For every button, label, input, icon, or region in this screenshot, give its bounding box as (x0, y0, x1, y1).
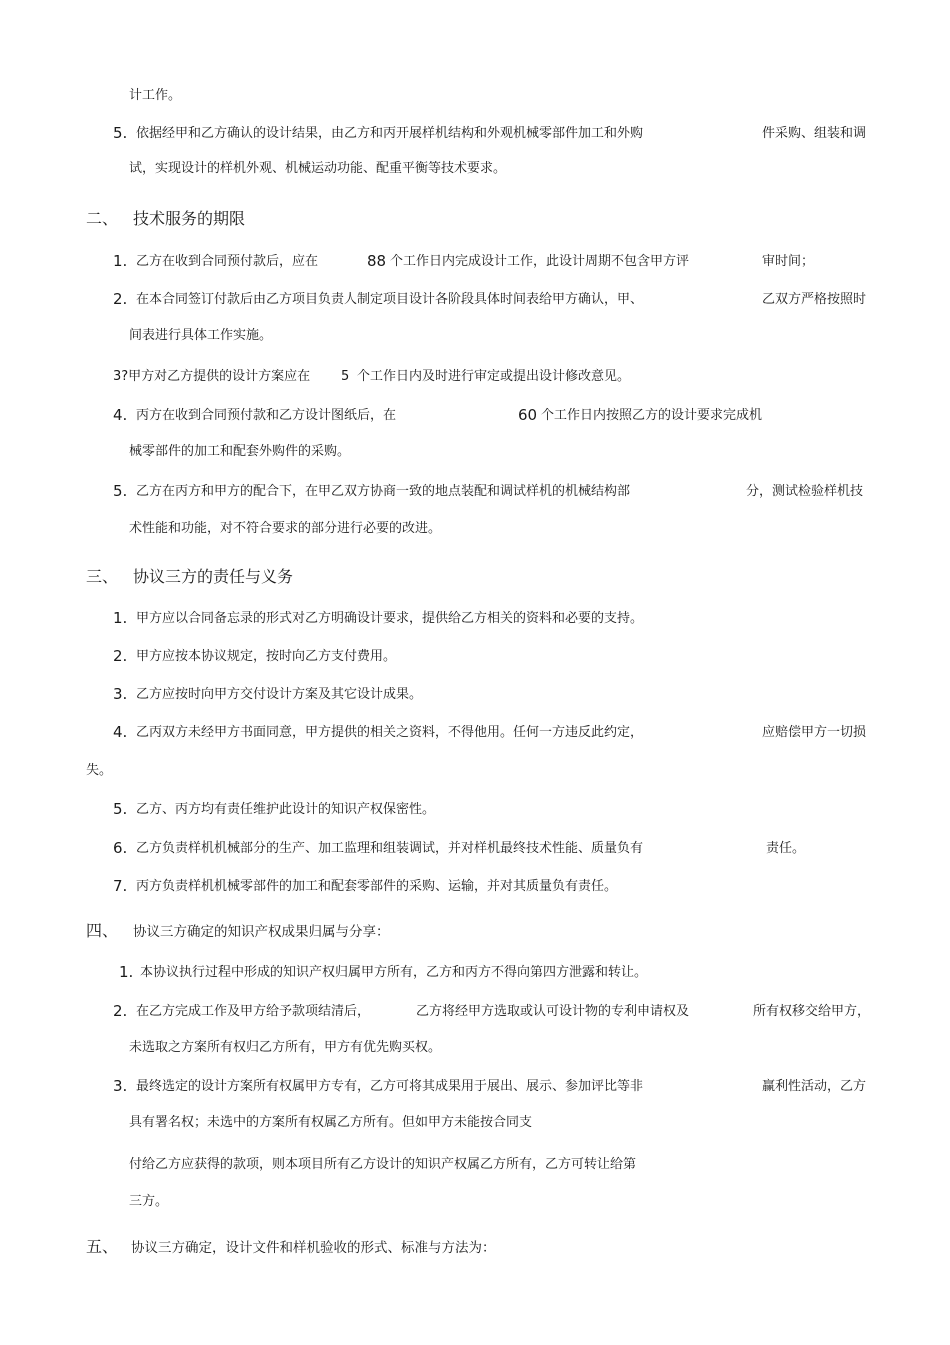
text-line: 失。 (86, 763, 113, 778)
list-number: 5. (113, 124, 128, 142)
list-number: 7. (113, 877, 128, 895)
text-line: 乙方将经甲方选取或认可设计物的专利申请权及 (416, 1004, 690, 1019)
text-line: 3?甲方对乙方提供的设计方案应在 (113, 369, 311, 384)
text-line: 具有署名权；未选中的方案所有权属乙方所有。但如甲方未能按合同支 (129, 1115, 533, 1130)
text-line: 个工作日内完成设计工作，此设计周期不包含甲方评 (390, 254, 690, 269)
text-line: 依据经甲和乙方确认的设计结果，由乙方和丙开展样机结构和外观机械零部件加工和外购 (136, 126, 644, 141)
text-line: 乙方应按时向甲方交付设计方案及其它设计成果。 (136, 687, 423, 702)
text-line: 乙方在丙方和甲方的配合下，在甲乙双方协商一致的地点装配和调试样机的机械结构部 (136, 484, 631, 499)
section-title: 协议三方确定，设计文件和样机验收的形式、标准与方法为： (131, 1240, 496, 1256)
number-value: 5 (341, 369, 350, 384)
text-line: 术性能和功能，对不符合要求的部分进行必要的改进。 (129, 521, 442, 536)
text-line: 本协议执行过程中形成的知识产权归属甲方所有，乙方和丙方不得向第四方泄露和转让。 (140, 965, 648, 980)
text-line: 试，实现设计的样机外观、机械运动功能、配重平衡等技术要求。 (129, 161, 507, 176)
list-number: 2. (113, 647, 128, 665)
text-line: 丙方在收到合同预付款和乙方设计图纸后，在 (136, 408, 397, 423)
list-number: 5. (113, 800, 128, 818)
text-line: 乙方负责样机机械部分的生产、加工监理和组装调试，并对样机最终技术性能、质量负有 (136, 841, 644, 856)
text-line: 乙方在收到合同预付款后，应在 (136, 254, 319, 269)
text-line: 责任。 (766, 841, 806, 856)
text-line: 最终选定的设计方案所有权属甲方专有，乙方可将其成果用于展出、展示、参加评比等非 (136, 1079, 644, 1094)
list-number: 5. (113, 482, 128, 500)
section-number: 四、 (86, 921, 119, 940)
list-number: 1. (113, 252, 128, 270)
section-title: 协议三方的责任与义务 (133, 567, 294, 586)
text-line: 所有权移交给甲方， (753, 1004, 871, 1019)
text-line: 付给乙方应获得的款项，则本项目所有乙方设计的知识产权属乙方所有，乙方可转让给第 (129, 1157, 637, 1172)
text-line: 个工作日内及时进行审定或提出设计修改意见。 (357, 369, 631, 384)
text-line: 乙双方严格按照时 (762, 292, 867, 307)
section-number: 二、 (86, 209, 119, 228)
section-title: 协议三方确定的知识产权成果归属与分享： (133, 924, 390, 940)
text-line: 在乙方完成工作及甲方给予款项结清后， (136, 1004, 371, 1019)
section-number: 三、 (86, 567, 119, 586)
list-number: 1. (113, 609, 128, 627)
number-value: 88 (367, 252, 387, 270)
text-line: 未选取之方案所有权归乙方所有，甲方有优先购买权。 (129, 1040, 442, 1055)
text-line: 甲方应以合同备忘录的形式对乙方明确设计要求，提供给乙方相关的资料和必要的支持。 (136, 611, 644, 626)
list-number: 4. (113, 723, 128, 741)
section-title: 技术服务的期限 (133, 209, 246, 228)
text-line: 件采购、组装和调 (762, 126, 867, 141)
list-number: 2. (113, 1002, 128, 1020)
text-line: 丙方负责样机机械零部件的加工和配套零部件的采购、运输，并对其质量负有责任。 (136, 879, 618, 894)
text-line: 个工作日内按照乙方的设计要求完成机 (541, 408, 763, 423)
list-number: 1. (119, 963, 134, 981)
text-line: 甲方应按本协议规定，按时向乙方支付费用。 (136, 649, 397, 664)
number-value: 60 (518, 406, 538, 424)
text-line: 在本合同签订付款后由乙方项目负责人制定项目设计各阶段具体时间表给甲方确认，甲、 (136, 292, 644, 307)
section-number: 五、 (86, 1237, 119, 1256)
text-line: 分，测试检验样机技 (746, 484, 864, 499)
list-number: 4. (113, 406, 128, 424)
text-line: 赢利性活动，乙方 (762, 1079, 867, 1094)
list-number: 3. (113, 685, 128, 703)
text-line: 三方。 (129, 1194, 169, 1209)
list-number: 3. (113, 1077, 128, 1095)
list-number: 6. (113, 839, 128, 857)
text-line: 计工作。 (129, 88, 182, 103)
text-line: 乙方、丙方均有责任维护此设计的知识产权保密性。 (136, 802, 436, 817)
text-line: 间表进行具体工作实施。 (129, 328, 273, 343)
text-line: 应赔偿甲方一切损 (762, 725, 867, 740)
text-line: 审时间； (762, 254, 815, 269)
list-number: 2. (113, 290, 128, 308)
text-line: 械零部件的加工和配套外购件的采购。 (129, 444, 351, 459)
text-line: 乙丙双方未经甲方书面同意，甲方提供的相关之资料，不得他用。任何一方违反此约定， (136, 725, 644, 740)
